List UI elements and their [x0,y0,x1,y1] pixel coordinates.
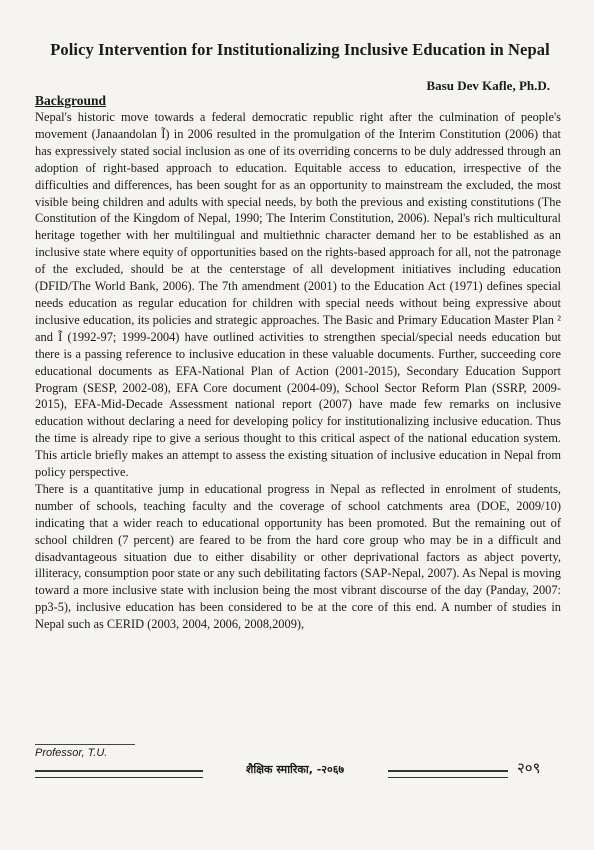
footer-rule-left [35,770,203,778]
author-name: Basu Dev Kafle, Ph.D. [426,78,550,93]
author-footnote: Professor, T.U. [35,747,108,759]
article-title: Policy Intervention for Institutionalizing Inclusive Education in Nepal [50,40,550,59]
footnote-divider [35,744,135,745]
section-heading: Background [35,93,107,108]
page-number: २०९ [517,759,541,777]
footer-rule-right [388,770,508,778]
body-paragraph-1: Nepal's historic move towards a federal democratic republic right after the culmination of people's movement (Janaandolan Ĩ) in 2006 resulted in the promulgation of the Interim Constitution (2006) that has expressively stated social inclusion as one of its overriding concerns to be duly addressed through an adoption of right-based approach to education. Equitable access to education, irrespective of the difficulties and differences, has been sought for as an opportunity to mainstream the excluded, the most visible being children and adults with special needs, by both the previous and existing constitutions (The Constitution of the Kingdom of Nepal, 1990; The Interim Constitution, 2006). Nepal's rich multicultural heritage together with her multilingual and multiethnic character demand her to be established as an inclusive state where equity of opportunities based on the rights-based approach for all, not the patronage of the excluded, should be at the centerstage of all development initiatives including education (DFID/The World Bank, 2006). The 7th amendment (2001) to the Education Act (1971) defines special needs education as regular education for children with special needs without being expressive about inclusive education, its policies and strategic approaches. The Basic and Primary Education Master Plan ² and Ĩ (1992-97; 1999-2004) have outlined activities to strengthen special/special needs education but there is a passing reference to inclusive education in these valuable documents. Further, succeeding core educational documents as EFA-National Plan of Action (2001-2015), Secondary Education Support Program (SESP, 2002-08), EFA Core document (2004-09), School Sector Reform Plan (SSRP, 2009-2015), EFA-Mid-Decade Assessment national report (2007) have made few remarks on inclusive education without declaring a need for developing policy for institutionalizing inclusive education. Thus the time is already ripe to give a serious thought to this critical aspect of the national education system. This article briefly makes an attempt to assess the existing situation of inclusive education in Nepal from policy perspective. [35,110,561,480]
body-paragraph-2: There is a quantitative jump in educational progress in Nepal as reflected in enrolment of students, number of schools, teaching faculty and the coverage of school catchments area (DOE, 2009/10) indicating that a wider reach to educational opportunity has been promoted. But the remaining out of school children (7 percent) are feared to be from the hard core group who may be in a difficult and disadvantageous situation due to either disability or other deprivational factors as abject poverty, illiteracy, consumption poor state or any such debilitating factors (SAP-Nepal, 2007). As Nepal is moving toward a more inclusive state with inclusion being the most vibrant discourse of the day (Panday, 2007: pp3-5), inclusive education has been considered to be at the core of this end. A number of studies in Nepal such as CERID (2003, 2004, 2006, 2008,2009), [35,481,561,632]
article-body [35,109,561,633]
footer-publication-title: शैक्षिक स्मारिका, -२०६७ [245,763,345,776]
